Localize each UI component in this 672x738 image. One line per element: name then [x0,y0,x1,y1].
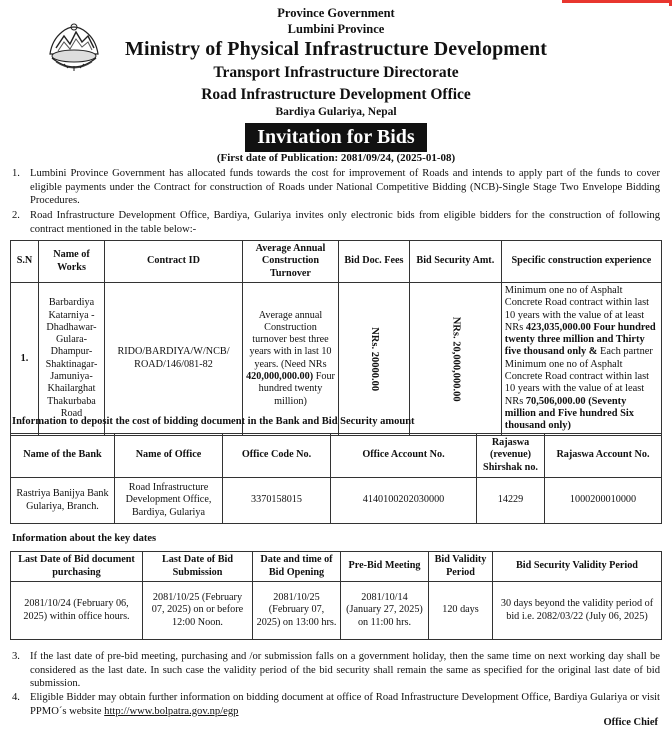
paragraph-number: 1. [12,168,20,179]
table-row [11,283,662,436]
experience-amount: 423,035,000.00 Four hundred twenty three million and Thirty five thousand only & [504,321,656,358]
col-header-works: Name of Works [39,241,105,283]
paragraph-3 [12,650,660,691]
col-header-validity: Bid Validity Period [429,552,493,582]
cell-office-account: 4140100202030000 [331,478,477,524]
signature-office-chief: Office Chief [603,717,658,728]
corner-red-rule [562,0,672,3]
col-header-bank: Name of the Bank [11,434,115,478]
paragraph-text [30,691,660,718]
header-ministry: Ministry of Physical Infrastructure Development [124,38,548,60]
security-value: NRs. 20,000,000.00 [450,316,462,402]
contract-table [10,240,662,436]
turnover-text: Average annual Construction turnover best three years with in last 10 years. (Need NRs [249,309,332,370]
col-header-sn: S.N [11,241,39,283]
notice-title: Invitation for Bids [245,123,426,152]
col-header-office-account: Office Account No. [331,434,477,478]
cell-validity: 120 days [429,582,493,640]
col-header-doc-fees: Bid Doc. Fees [339,241,410,283]
cell-contract-id: RIDO/BARDIYA/W/NCB/ ROAD/146/081-82 [105,283,243,436]
turnover-amount: 420,000,000.00) [246,371,314,383]
header-directorate: Transport Infrastructure Directorate [213,64,459,81]
experience-amount-partner: 70,506,000.00 (Seventy million and Five hundred Six thousand only) [504,395,634,432]
cell-turnover [243,283,339,436]
col-header-contract-id: Contract ID [105,241,243,283]
col-header-turnover: Average Annual Construction Turnover [243,241,339,283]
col-header-security: Bid Security Amt. [409,241,501,283]
cell-sn: 1. [11,283,39,436]
dates-section-title: Information about the key dates [12,533,157,544]
col-header-rajaswa-account: Rajaswa Account No. [545,434,662,478]
col-header-office-code: Office Code No. [223,434,331,478]
dates-table [10,551,662,640]
cell-works: Barbardiya Katarniya -Dhadhawar-Gulara-Dhampur-Shaktinagar-Jamuniya-Khailarghat Thakurbaba Road [39,283,105,436]
paragraph-2 [12,209,660,236]
cell-purchase: 2081/10/24 (February 06, 2025) within office hours. [11,582,143,640]
paragraph-number: 2. [12,210,20,221]
cell-rajaswa-account: 1000200010000 [545,478,662,524]
experience-text-partner: Each partner Minimum one no of Asphalt Concrete Road contract within last 10 years with the value of at least NRs [504,346,653,407]
header-location: Bardiya Gulariya, Nepal [275,106,397,118]
paragraph-text: Road Infrastructure Development Office, Bardiya, Gulariya invites only electronic bids from eligible bidders for the construction of following contract mentioned in the table below:- [30,210,660,235]
paragraph-text: If the last date of pre-bid meeting, purchasing and /or submission falls on a government holiday, then the same time on next working day shall be considered as the last date. In such case the validity period of the bid security shall remain the same as specified for the original last date of bid submission. [30,651,660,690]
paragraph-number: 4. [12,692,20,703]
cell-office-code: 3370158015 [223,478,331,524]
col-header-opening: Date and time of Bid Opening [253,552,341,582]
cell-doc-fees [339,283,410,436]
paragraph-4 [12,691,660,718]
col-header-prebid: Pre-Bid Meeting [341,552,429,582]
ppmo-website-link[interactable]: http://www.bolpatra.gov.np/egp [104,705,239,717]
turnover-words: Four hundred twenty million) [258,371,335,407]
cell-experience [501,283,661,436]
col-header-purchase: Last Date of Bid document purchasing [11,552,143,582]
header-province: Province Government [277,6,395,20]
col-header-shirshak: Rajaswa (revenue) Shirshak no. [477,434,545,478]
doc-fees-value: NRs. 20000.00 [369,326,381,391]
col-header-office: Name of Office [115,434,223,478]
cell-security [409,283,501,436]
bank-table [10,433,662,524]
col-header-security-validity: Bid Security Validity Period [493,552,662,582]
cell-submission: 2081/10/25 (February 07, 2025) on or before 12:00 Noon. [143,582,253,640]
table-row [11,582,662,640]
header-province-name: Lumbini Province [287,22,385,36]
title-banner [0,123,672,152]
cell-prebid: 2081/10/14 (January 27, 2025) on 11:00 hrs. [341,582,429,640]
paragraph-number: 3. [12,651,20,662]
paragraph-4-text: Eligible Bidder may obtain further information on bidding document at office of Road Infrastructure Development Office, Bardiya Gulariya or visit PPMO´s website [30,692,660,717]
paragraph-text: Lumbini Province Government has allocated funds towards the cost for improvement of Roads and intends to apply part of the funds to cover eligible payments under the Contract for construction of Roads under National Competitive Bidding (NCB)-Single Stage Two Envelope Bidding Procedures. [30,168,660,207]
cell-opening: 2081/10/25 (February 07, 2025) on 13:00 hrs. [253,582,341,640]
cell-security-validity: 30 days beyond the validity period of bid i.e. 2082/03/22 (July 06, 2025) [493,582,662,640]
table-row [11,478,662,524]
paragraph-1 [12,167,660,208]
publication-date: (First date of Publication: 2081/09/24, (2025-01-08) [216,152,456,164]
header-office: Road Infrastructure Development Office [201,86,471,103]
cell-office: Road Infrastructure Development Office, Bardiya, Gulariya [115,478,223,524]
col-header-experience: Specific construction experience [501,241,661,283]
bank-section-title: Information to deposit the cost of bidding document in the Bank and Bid Security amount [12,416,415,427]
cell-bank: Rastriya Banijya Bank Gulariya, Branch. [11,478,115,524]
cell-shirshak: 14229 [477,478,545,524]
col-header-submission: Last Date of Bid Submission [143,552,253,582]
experience-text: Minimum one no of Asphalt Concrete Road contract within last 10 years with the value of at least NRs [504,285,650,333]
